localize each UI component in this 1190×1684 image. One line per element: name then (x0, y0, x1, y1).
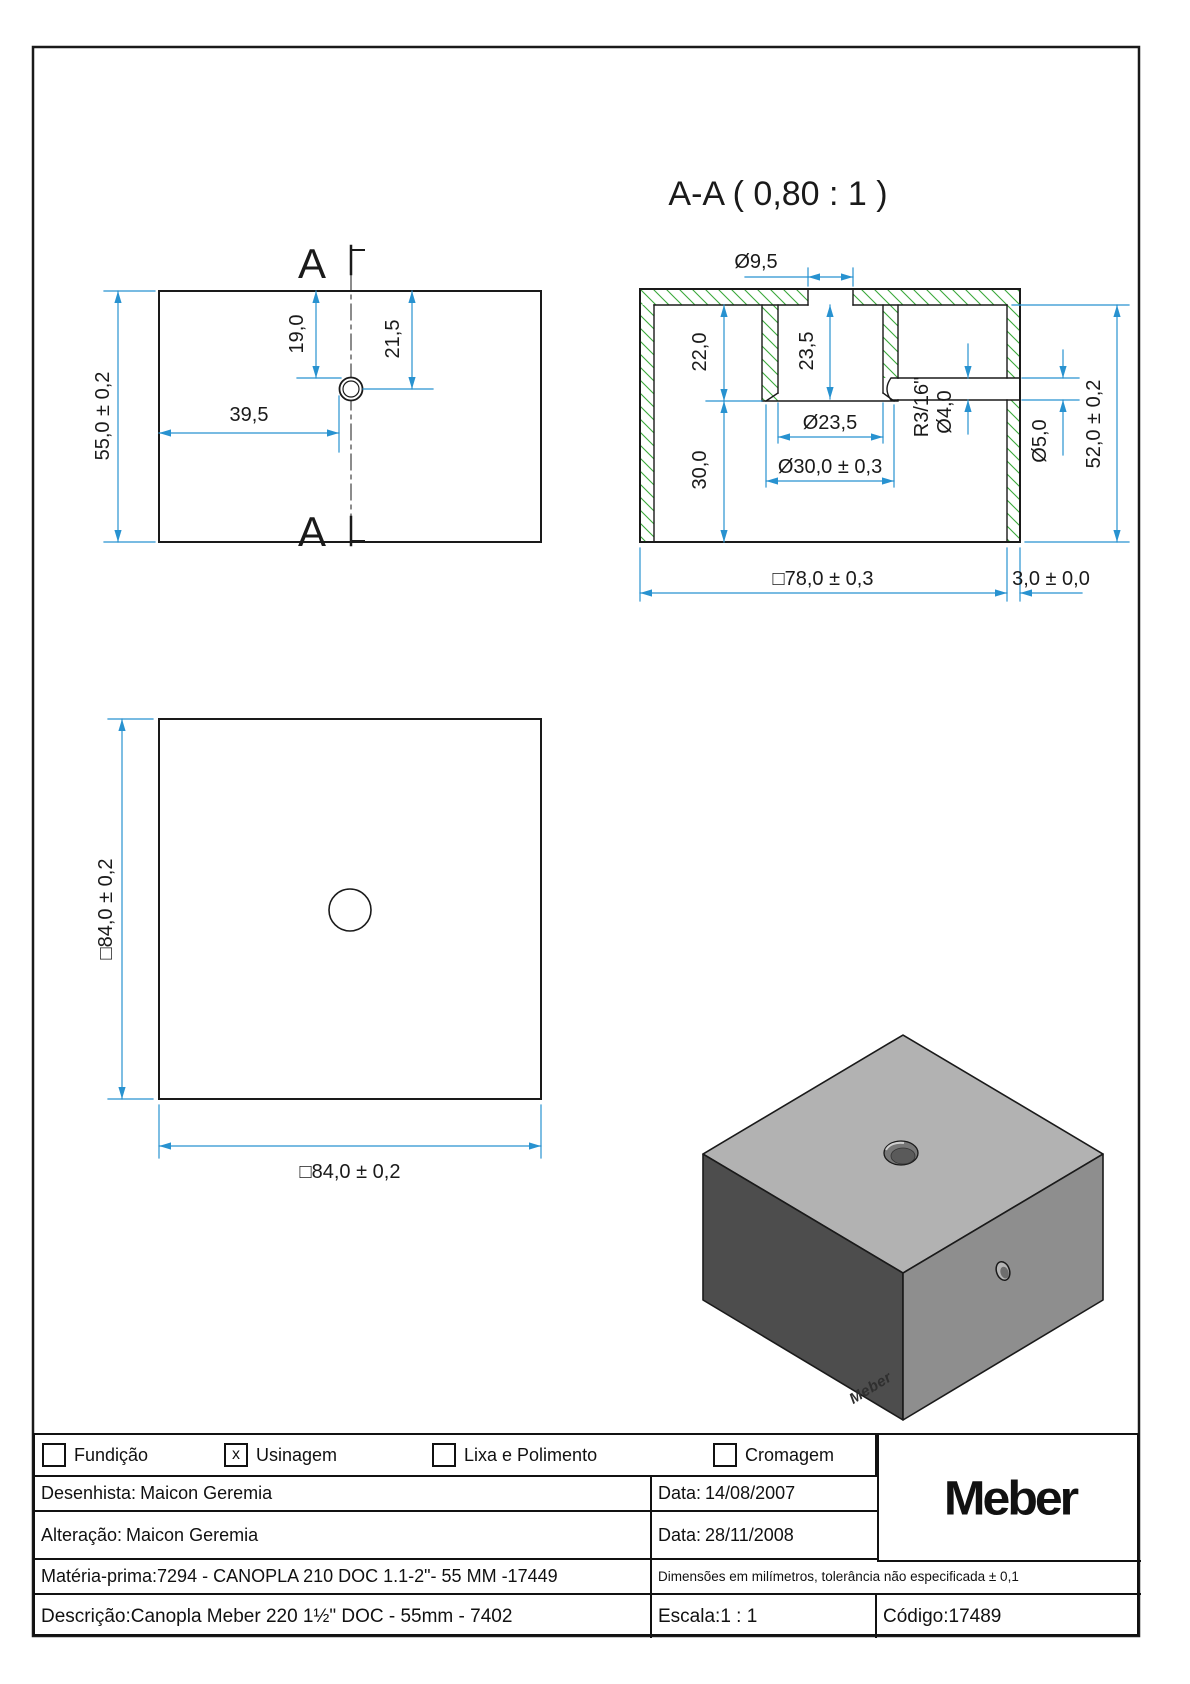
date1-cell (652, 1477, 877, 1512)
dim-bore-depth: 23,5 (796, 331, 818, 371)
dim-top-hole: Ø9,5 (734, 251, 778, 273)
front-view (92, 240, 541, 555)
lixa-polimento-checkbox (432, 1443, 456, 1467)
description-label: Descrição: (41, 1605, 131, 1627)
date1-label: Data: (658, 1483, 702, 1503)
fundicao-checkbox (42, 1443, 66, 1467)
dim-inner-height: 52,0 ± 0,2 (1083, 379, 1105, 469)
process-cromagem (713, 1435, 834, 1475)
material-cell (35, 1560, 652, 1595)
lixa-polimento-label: Lixa e Polimento (464, 1444, 598, 1465)
isometric-view (703, 1035, 1103, 1420)
process-lixa-polimento (432, 1435, 597, 1475)
alteration-cell (35, 1512, 652, 1560)
bottom-view (95, 719, 541, 1183)
alteration-value: Maicon Geremia (126, 1524, 259, 1545)
dim-bore-dia: Ø23,5 (802, 412, 858, 434)
description-value: Canopla Meber 220 1½" DOC - 55mm - 7402 (130, 1605, 513, 1627)
code-label: Código: (883, 1605, 949, 1627)
scale-label: Escala: (658, 1605, 721, 1627)
description-cell (35, 1595, 652, 1638)
material-value: 7294 - CANOPLA 210 DOC 1.1-2"- 55 MM -17449 (157, 1566, 558, 1586)
dim-front-height: 55,0 ± 0,2 (92, 371, 114, 461)
date1-value: 14/08/2007 (705, 1483, 796, 1503)
tolerance-note-cell (652, 1560, 1141, 1595)
dim-undercut-dia: Ø30,0 ± 0,3 (777, 456, 883, 478)
cromagem-checkbox (713, 1443, 737, 1467)
brand-logo: Meber (943, 1470, 1077, 1525)
dim-side-hole: Ø4,0 (934, 390, 956, 434)
dim-pocket-depth: 22,0 (689, 332, 711, 372)
section-view (640, 175, 1129, 601)
dim-front-hole-top: 19,0 (286, 314, 308, 354)
date2-cell (652, 1512, 877, 1560)
material-label: Matéria-prima: (41, 1566, 158, 1586)
iso-embossed-brand: Meber (846, 1368, 895, 1408)
dim-square-width: □84,0 ± 0,2 (299, 1161, 401, 1183)
brand-cell (877, 1435, 1141, 1562)
process-checkbox-row (35, 1435, 877, 1477)
dim-wall-thickness: 3,0 ± 0,0 (1012, 568, 1090, 590)
date2-label: Data: (658, 1524, 702, 1545)
section-view-title: A-A ( 0,80 : 1 ) (668, 175, 888, 213)
iso-top-hole (884, 1141, 918, 1165)
scale-cell (652, 1595, 877, 1638)
fundicao-label: Fundição (74, 1444, 149, 1465)
dim-section-width: □78,0 ± 0,3 (772, 568, 874, 590)
dim-lower-depth: 30,0 (689, 450, 711, 490)
designer-label: Desenhista: (41, 1483, 137, 1503)
dim-cbore: Ø5,0 (1029, 419, 1051, 463)
usinagem-label: Usinagem (256, 1444, 338, 1465)
dim-front-hole-center: 21,5 (382, 319, 404, 359)
title-block (33, 1433, 1139, 1636)
dim-front-to-hole: 39,5 (229, 404, 269, 426)
designer-cell (35, 1477, 652, 1512)
section-letter-top: A (297, 240, 327, 287)
code-value: 17489 (948, 1605, 1002, 1627)
scale-value: 1 : 1 (720, 1605, 758, 1627)
alteration-label: Alteração: (41, 1524, 123, 1545)
section-letter-bottom: A (297, 508, 327, 555)
dim-groove-radius: R3/16" (911, 376, 933, 438)
code-cell (877, 1595, 1141, 1638)
tolerance-note: Dimensões em milímetros, tolerância não especificada ± 0,1 (658, 1569, 1019, 1584)
usinagem-checkbox: x (224, 1443, 248, 1467)
designer-value: Maicon Geremia (140, 1483, 273, 1503)
dim-square-height: □84,0 ± 0,2 (95, 858, 117, 960)
date2-value: 28/11/2008 (705, 1524, 794, 1545)
process-usinagem (224, 1435, 337, 1475)
cromagem-label: Cromagem (745, 1444, 835, 1465)
process-fundicao (42, 1435, 148, 1475)
